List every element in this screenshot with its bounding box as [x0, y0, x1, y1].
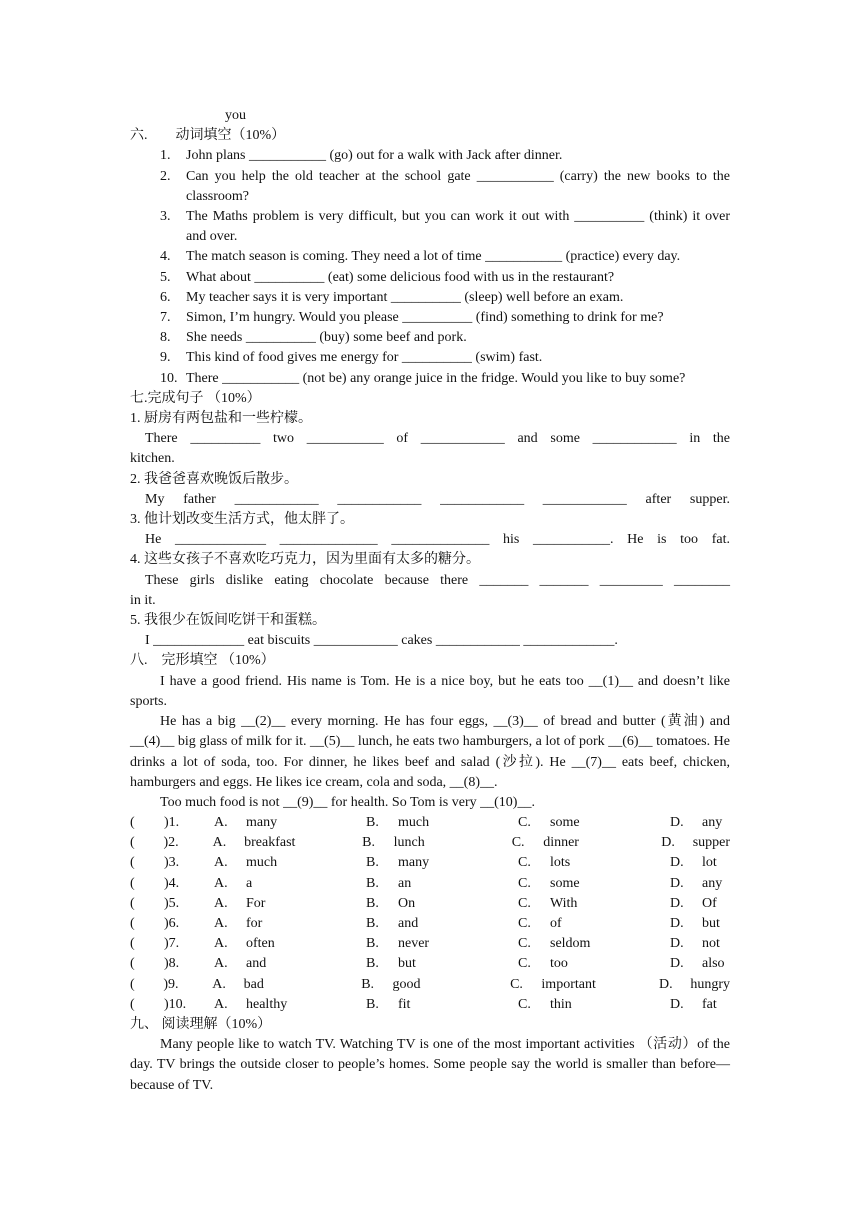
chinese-prompt: 4. 这些女孩子不喜欢吃巧克力，因为里面有太多的糖分。	[130, 552, 480, 568]
section-7-item-1	[130, 409, 730, 470]
chinese-prompt: 2. 我爸爸喜欢晚饭后散步。	[130, 471, 298, 487]
section-7-item-3	[130, 510, 730, 550]
chinese-prompt: 3. 他计划改变生活方式，他太胖了。	[130, 512, 354, 528]
section-7-item-5	[130, 611, 730, 651]
sentence-continuation: in it.	[130, 592, 156, 608]
chinese-prompt: 1. 厨房有两包盐和一些柠檬。	[130, 411, 312, 427]
cloze-options	[130, 813, 730, 1015]
list-item: 3. The Maths problem is very difficult, but you can work it out with __________ (think) it over and over.	[160, 209, 730, 245]
chinese-prompt: 5. 我很少在饭间吃饼干和蛋糕。	[130, 613, 326, 629]
cloze-option-row: ( )10. A. healthy B. fit C. thin D. fat	[130, 996, 717, 1012]
list-item: 2. Can you help the old teacher at the school gate ___________ (carry) the new books to the classroom?	[160, 168, 730, 204]
english-sentence: He _____________ ______________ ______________ his ___________. He is too fat.	[145, 532, 730, 548]
english-sentence: These girls dislike eating chocolate because there _______ _______ _________ ________	[145, 572, 730, 588]
cloze-option-row: ( )8. A. and B. but C. too D. also	[130, 956, 725, 972]
section-7-title: 七.完成句子 （10%）	[130, 390, 261, 406]
section-7-item-2	[130, 470, 730, 510]
list-item: 9. This kind of food gives me energy for __________ (swim) fast.	[160, 350, 543, 366]
section-6-list	[130, 146, 730, 388]
cloze-option-row: ( )6. A. for B. and C. of D. but	[130, 916, 720, 932]
list-item: 4. The match season is coming. They need a lot of time ___________ (practice) every day.	[160, 249, 681, 265]
cloze-option-row: ( )3. A. much B. many C. lots D. lot	[130, 855, 717, 871]
list-item: 6. My teacher says it is very important __________ (sleep) well before an exam.	[160, 289, 624, 305]
reading-paragraph: Many people like to watch TV. Watching TV is one of the most important activities （活动）of the day. TV brings the outside closer to people’s homes. Some people say the world is smaller than before—because of TV.	[130, 1037, 730, 1093]
cloze-option-row: ( )1. A. many B. much C. some D. any	[130, 815, 723, 831]
list-item: 1. John plans ___________ (go) out for a walk with Jack after dinner.	[160, 148, 563, 164]
cloze-paragraph-1: I have a good friend. His name is Tom. He is a nice boy, but he eats too __(1)__ and doesn’t like sports.	[130, 673, 730, 709]
cloze-paragraph-3: Too much food is not __(9)__ for health. So Tom is very __(10)__.	[160, 794, 535, 810]
section-9-title: 九、 阅读理解（10%）	[130, 1016, 272, 1032]
list-item: 8. She needs __________ (buy) some beef and pork.	[160, 330, 467, 346]
english-sentence: I _____________ eat biscuits ____________ cakes ____________ _____________.	[145, 633, 618, 649]
continued-text: you	[225, 108, 246, 123]
cloze-option-row: ( )7. A. often B. never C. seldom D. not	[130, 936, 720, 952]
section-8-title: 八. 完形填空 （10%）	[130, 653, 275, 669]
english-sentence: There __________ two ___________ of ____________ and some ____________ in the	[145, 431, 730, 447]
section-7-item-4	[130, 550, 730, 611]
cloze-option-row: ( )2. A. breakfast B. lunch C. dinner D. supper	[130, 835, 731, 851]
section-6-title: 六. 动词填空（10%）	[130, 128, 286, 144]
cloze-paragraph-2: He has a big __(2)__ every morning. He has four eggs, __(3)__ of bread and butter (黄油) and __(4)__ big glass of milk for it. __(5)__ lunch, he eats two hamburgers, a lot of pork __(6)__ tomatoes. He drinks a lot of soda, too. For dinner, he likes beef and salad (沙拉). He __(7)__ eats beef, chicken, hamburgers and eggs. He likes ice cream, cola and soda, __(8)__.	[130, 714, 730, 790]
list-item: 7. Simon, I’m hungry. Would you please __________ (find) something to drink for me?	[160, 310, 664, 326]
list-item: 10. There ___________ (not be) any orange juice in the fridge. Would you like to buy some?	[160, 370, 686, 386]
list-item: 5. What about __________ (eat) some delicious food with us in the restaurant?	[160, 269, 615, 285]
cloze-option-row: ( )5. A. For B. On C. With D. Of	[130, 895, 717, 911]
cloze-option-row: ( )4. A. a B. an C. some D. any	[130, 875, 723, 891]
cloze-option-row: ( )9. A. bad B. good C. important D. hungry	[130, 976, 730, 992]
english-sentence: My father ____________ ____________ ____________ ____________ after supper.	[145, 491, 730, 507]
page-content	[130, 106, 730, 1096]
sentence-continuation: kitchen.	[130, 451, 175, 467]
